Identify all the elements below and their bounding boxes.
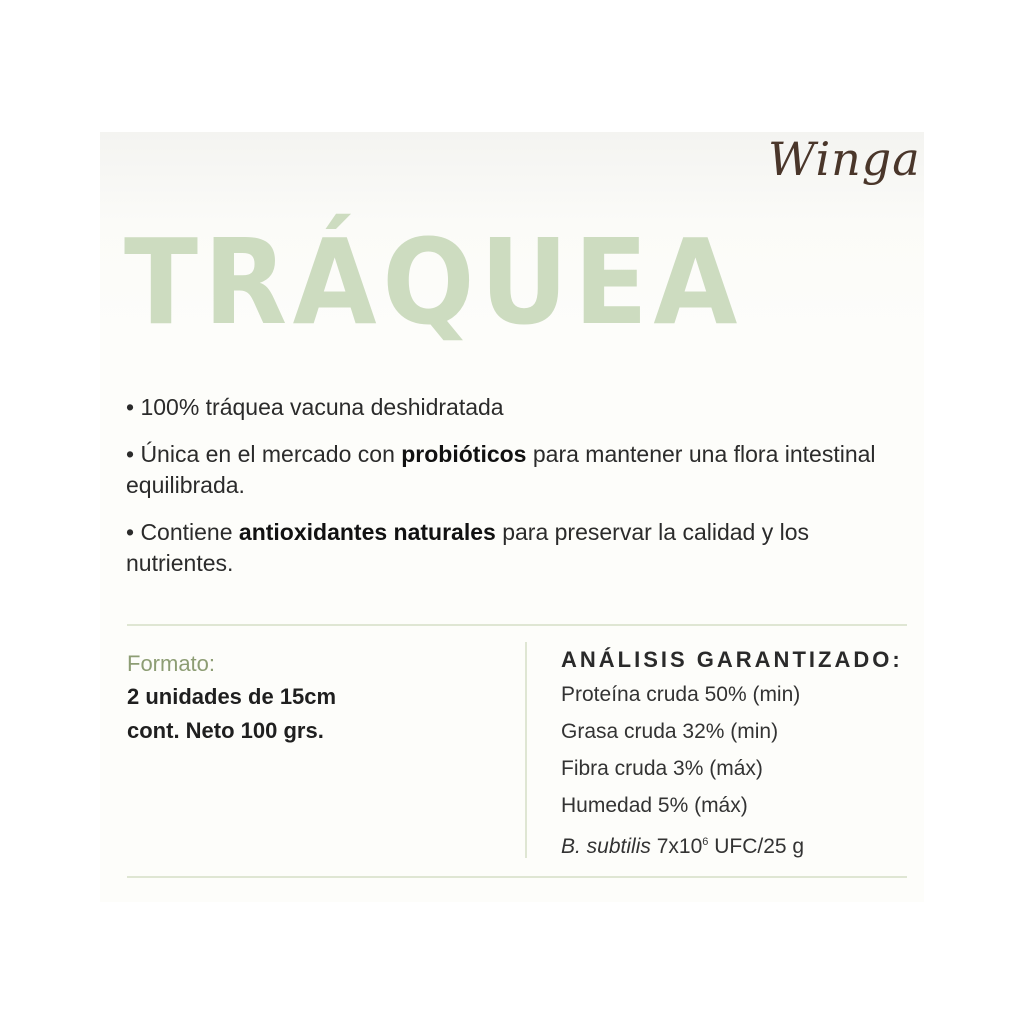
product-title: TRÁQUEA bbox=[124, 213, 743, 351]
probiotic-count-base: 7x10 bbox=[656, 835, 703, 858]
divider-bottom bbox=[127, 876, 907, 878]
feature-list bbox=[126, 392, 916, 595]
analysis-title: ANÁLISIS GARANTIZADO: bbox=[561, 647, 903, 672]
probiotic-unit: UFC/25 g bbox=[714, 835, 805, 858]
analysis-row: Proteína cruda 50% (min) bbox=[561, 683, 801, 706]
format-section bbox=[127, 648, 336, 748]
brand-logo: Winga bbox=[768, 132, 921, 186]
probiotic-count-exponent: 6 bbox=[702, 836, 709, 848]
analysis-row: Humedad 5% (máx) bbox=[561, 794, 748, 817]
divider-top bbox=[127, 624, 907, 626]
analysis-row: Grasa cruda 32% (min) bbox=[561, 720, 779, 743]
feature-item: • Contiene antioxidantes naturales para preservar la calidad y los nutrientes. bbox=[126, 519, 810, 576]
divider-vertical bbox=[525, 642, 527, 858]
format-net-content: cont. Neto 100 grs. bbox=[127, 718, 324, 743]
probiotic-organism: B. subtilis bbox=[561, 835, 651, 858]
format-label: Formato: bbox=[127, 651, 216, 676]
analysis-row-probiotic bbox=[561, 824, 903, 865]
analysis-row: Fibra cruda 3% (máx) bbox=[561, 757, 763, 780]
feature-item: • Única en el mercado con probióticos para mantener una flora intestinal equilibrada. bbox=[126, 441, 876, 498]
format-units: 2 unidades de 15cm bbox=[127, 684, 337, 709]
guaranteed-analysis bbox=[561, 644, 903, 865]
feature-item: • 100% tráquea vacuna deshidratada bbox=[126, 394, 504, 420]
